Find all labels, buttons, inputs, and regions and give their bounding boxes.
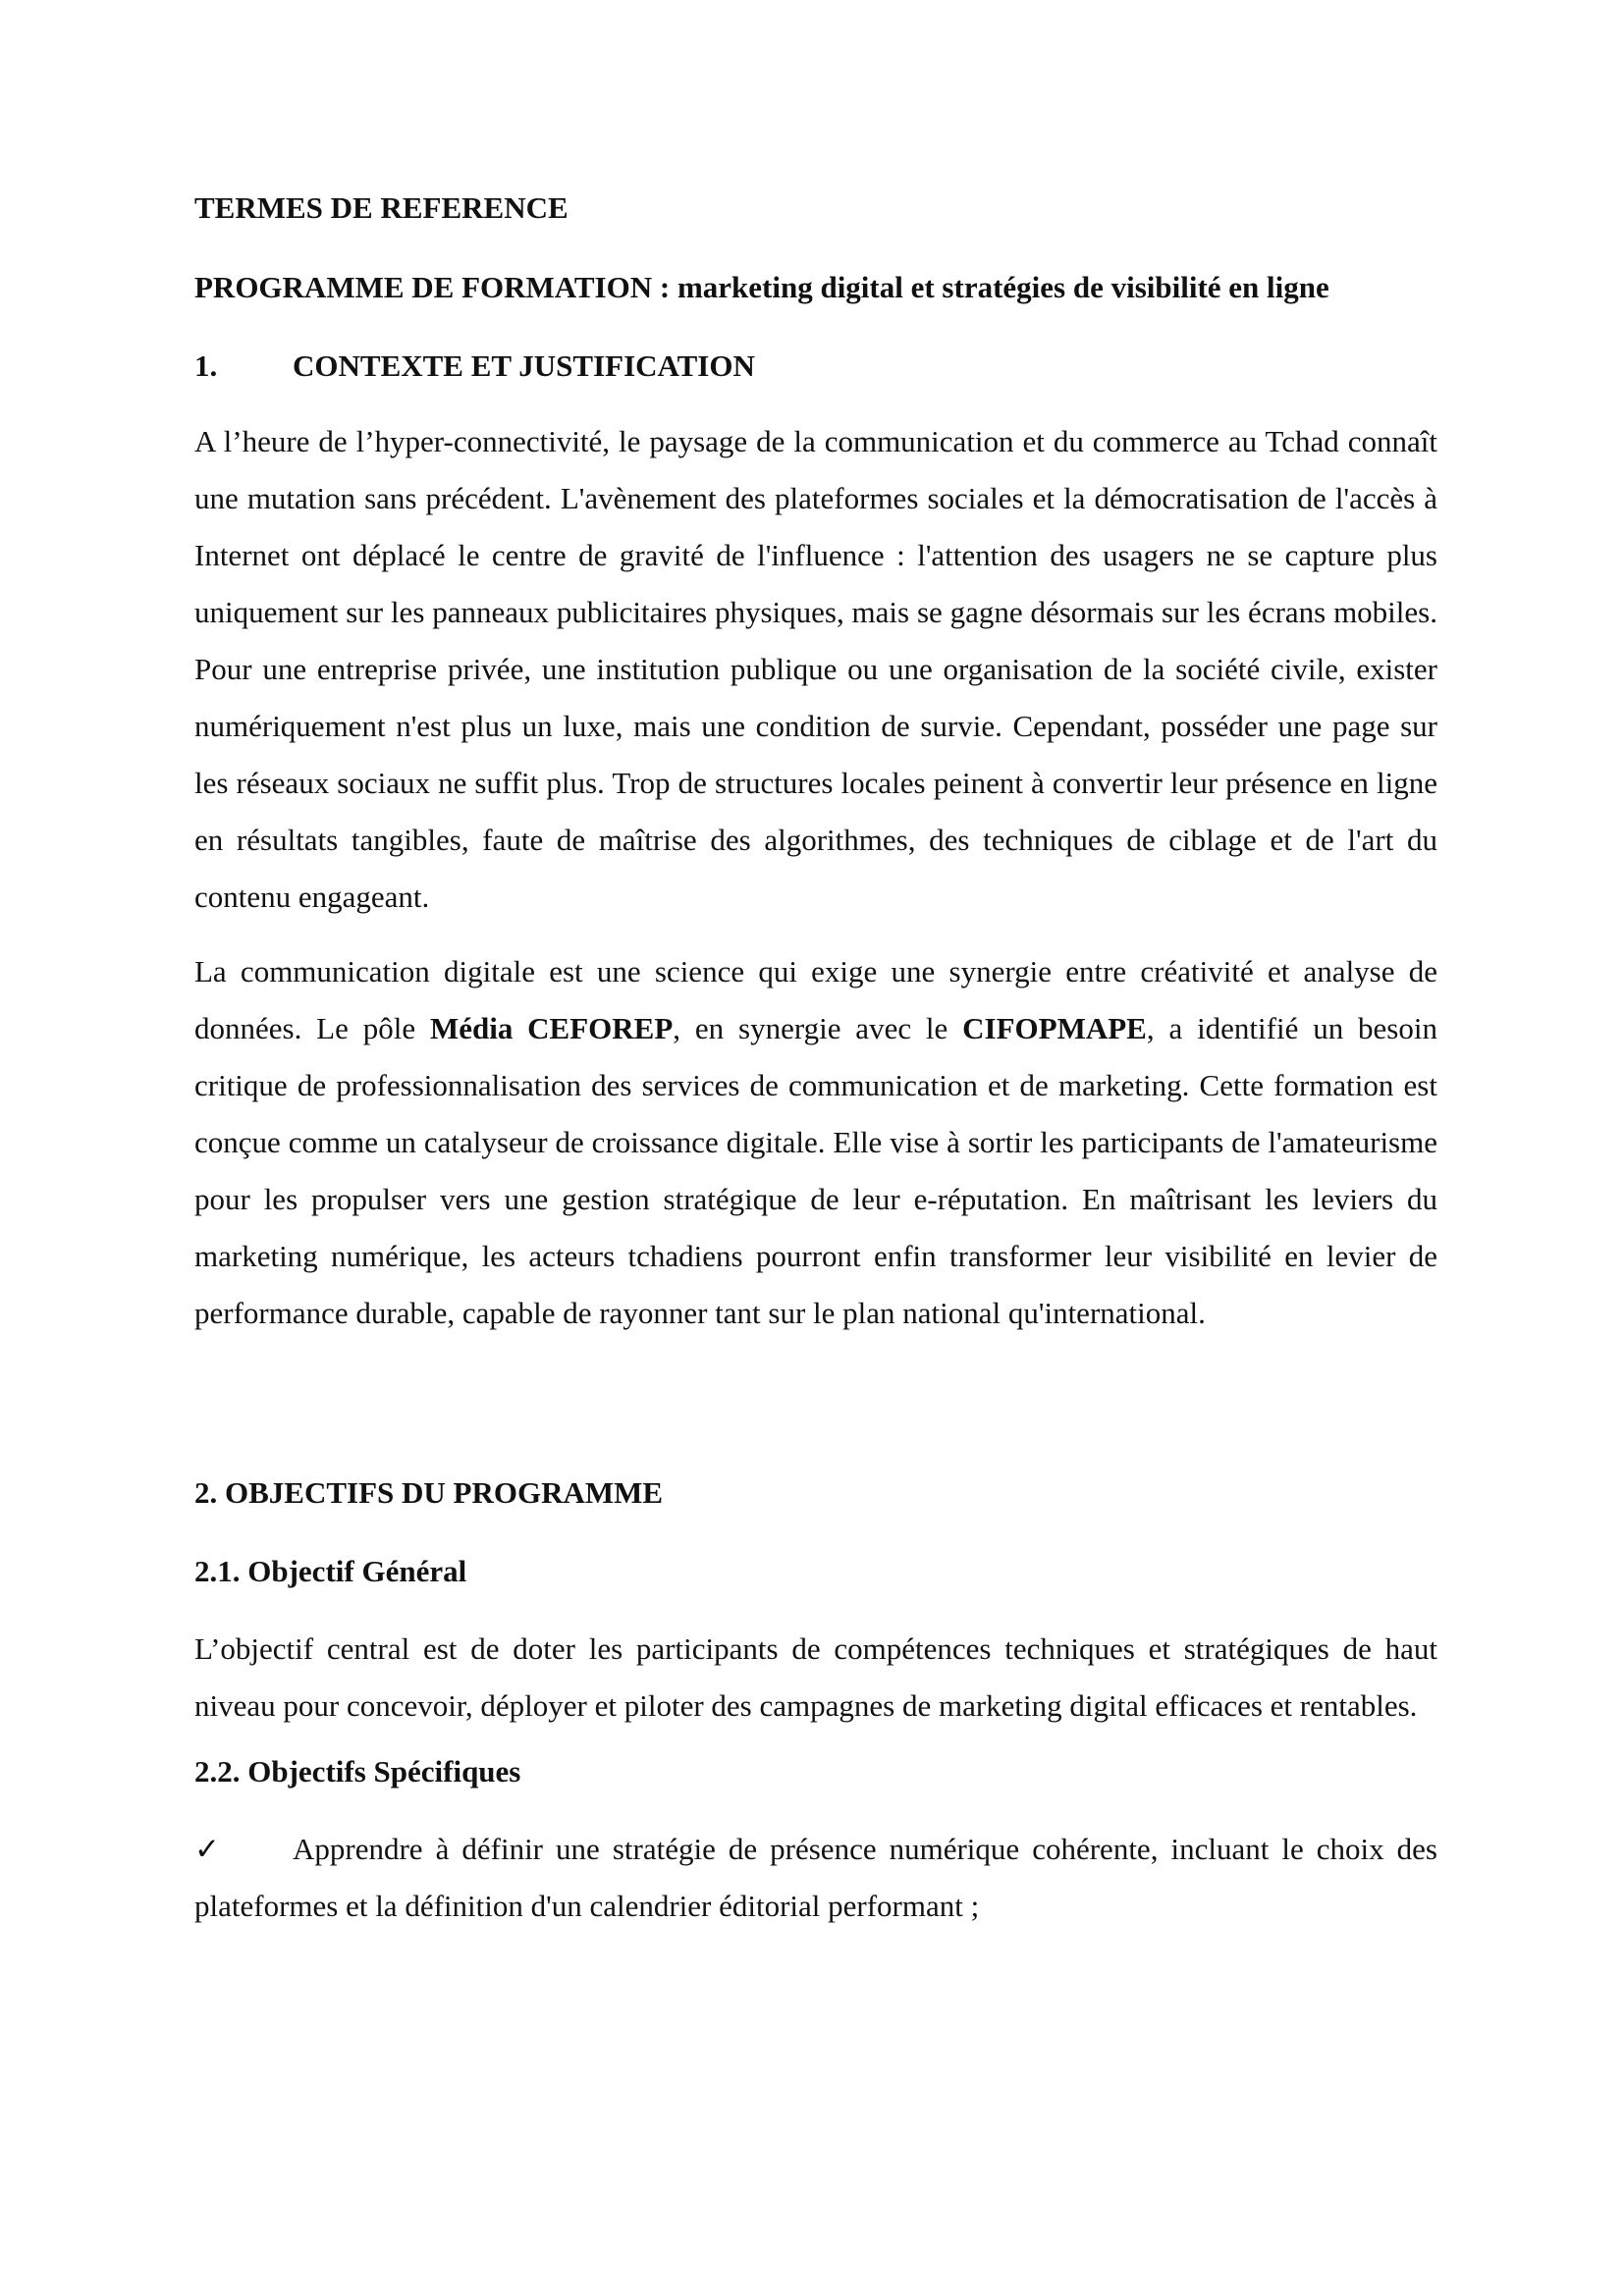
checkmark-icon: ✓	[194, 1832, 220, 1866]
context-paragraph-2-part-1: La communication digitale est une science qui exige une synergie entre créativité et analyse de données. Le pôle	[194, 954, 1437, 1045]
organization-media-ceforep: Média CEFOREP	[429, 1011, 674, 1045]
section-1-title: CONTEXTE ET JUSTIFICATION	[293, 348, 755, 383]
context-paragraph-2	[194, 943, 1437, 1342]
specific-objectives-heading: 2.2. Objectifs Spécifiques	[194, 1754, 521, 1789]
program-title-prefix: PROGRAMME DE FORMATION :	[194, 270, 671, 304]
document-page	[194, 188, 1437, 1935]
general-objective-text: L’objectif central est de doter les participants de compétences techniques et stratégiques de haut niveau pour concevoir, déployer et piloter des campagnes de marketing digital efficaces et rentables.	[194, 1631, 1437, 1723]
context-paragraph-2-part-2: , en synergie avec le	[673, 1011, 963, 1045]
document-label: TERMES DE REFERENCE	[194, 190, 568, 225]
specific-objective-text: Apprendre à définir une stratégie de présence numérique cohérente, incluant le choix des plateformes et la définition d'un calendrier éditorial performant ;	[194, 1832, 1437, 1923]
context-paragraph-1: A l’heure de l’hyper-connectivité, le paysage de la communication et du commerce au Tchad connaît une mutation sans précédent. L'avènement des plateformes sociales et la démocratisation de l'accès à Internet ont déplacé le centre de gravité de l'influence : l'attention des usagers ne se capture plus uniquement sur les panneaux publicitaires physiques, mais se gagne désormais sur les écrans mobiles. Pour une entreprise privée, une institution publique ou une organisation de la société civile, exister numériquement n'est plus un luxe, mais une condition de survie. Cependant, posséder une page sur les réseaux sociaux ne suffit plus. Trop de structures locales peinent à convertir leur présence en ligne en résultats tangibles, faute de maîtrise des algorithmes, des techniques de ciblage et de l'art du contenu engageant.	[194, 424, 1437, 914]
section-1-number: 1.	[194, 348, 218, 383]
section-spacer	[194, 1360, 1437, 1473]
program-title-subject: marketing digital et stratégies de visibilité en ligne	[670, 270, 1329, 304]
program-title	[194, 268, 1437, 307]
context-paragraph-2-part-3: , a identifié un besoin critique de professionnalisation des services de communication et de marketing. Cette formation est conçue comme un catalyseur de croissance digitale. Elle vise à sortir les participants de l'amateurisme pour les propulser vers une gestion stratégique de leur e-réputation. En maîtrisant les leviers du marketing numérique, les acteurs tchadiens pourront enfin transformer leur visibilité en levier de performance durable, capable de rayonner tant sur le plan national qu'international.	[194, 1011, 1437, 1330]
section-1-heading	[194, 347, 1437, 386]
general-objective-heading: 2.1. Objectif Général	[194, 1554, 467, 1588]
organization-cifopmape: CIFOPMAPE	[962, 1011, 1147, 1045]
section-2-heading: 2. OBJECTIFS DU PROGRAMME	[194, 1475, 664, 1510]
specific-objective-item	[194, 1821, 1437, 1935]
